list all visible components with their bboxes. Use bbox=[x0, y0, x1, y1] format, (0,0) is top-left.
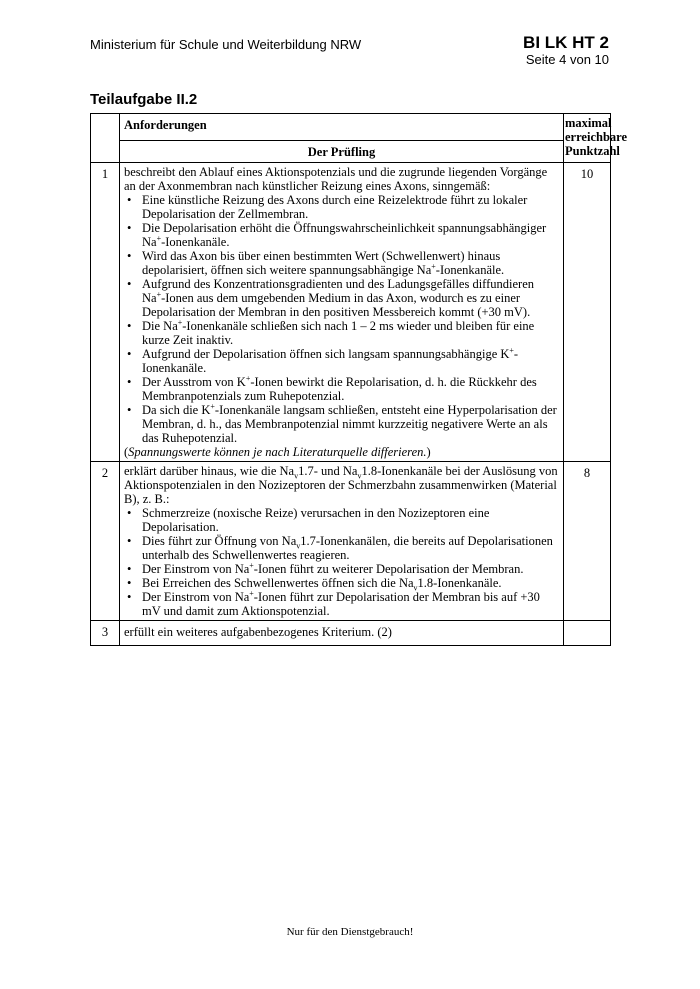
table-subheader-row bbox=[91, 141, 611, 163]
list-item: • Die Na+-Ionenkanäle schließen sich nach 1 – 2 ms wieder und bleiben für eine kurze Zeit inaktiv. bbox=[124, 319, 559, 347]
row-points: 8 bbox=[564, 462, 611, 621]
list-item: • Der Einstrom von Na+-Ionen führt zu weiterer Depolarisation der Membran. bbox=[124, 562, 559, 576]
table-row bbox=[91, 163, 611, 462]
document-code: BI LK HT 2 bbox=[523, 33, 609, 52]
row-content bbox=[120, 621, 564, 646]
row-intro: beschreibt den Ablauf eines Aktionspotenzials und die zugrunde liegenden Vorgänge an der Axonmembran nach künstlicher Reizung eines Axons, sinngemäß: bbox=[124, 165, 548, 193]
requirements-table bbox=[90, 113, 628, 646]
list-item: • Eine künstliche Reizung des Axons durch eine Reizelektrode führt zu lokaler Depolarisation der Zellmembran. bbox=[124, 193, 559, 221]
list-item: • Schmerzreize (noxische Reize) verursachen in den Nozizeptoren eine Depolarisation. bbox=[124, 506, 559, 534]
row-intro: erklärt darüber hinaus, wie die $Na_v1.7-$ und $Na_v1.8$-Ionenkanäle bei der Auslösung von Aktionspotenzialen in den Nozizeptoren der Schmerzbahn zusammenwirken (Material B), z. B.: bbox=[124, 464, 558, 506]
list-item: • Aufgrund der Depolarisation öffnen sich langsam spannungsabhängige K+-Ionenkanäle. bbox=[124, 347, 559, 375]
row-intro: erfüllt ein weiteres aufgabenbezogenes Kriterium. (2) bbox=[124, 625, 392, 639]
header-requirements: Anforderungen bbox=[120, 114, 564, 141]
header-max-points: maximal erreichbare Punktzahl bbox=[564, 114, 611, 163]
bullet-list bbox=[124, 193, 559, 445]
header-empty-cell bbox=[91, 114, 120, 163]
list-item: • Die Depolarisation erhöht die Öffnungswahrscheinlichkeit spannungsabhängiger Na+-Ionenkanäle. bbox=[124, 221, 559, 249]
row-note: (Spannungswerte können je nach Literaturquelle differieren.) bbox=[124, 445, 431, 459]
table-row bbox=[91, 621, 611, 646]
row-number: 1 bbox=[91, 163, 120, 462]
list-item: • Dies führt zur Öffnung von $Na_v1.7$-Ionenkanälen, die bereits auf Depolarisationen unterhalb des Schwellenwertes reagieren. bbox=[124, 534, 559, 562]
list-item: • Wird das Axon bis über einen bestimmten Wert (Schwellenwert) hinaus depolarisiert, öffnen sich weitere spannungsabhängige Na+-Ionenkanäle. bbox=[124, 249, 559, 277]
subtask-title: Teilaufgabe II.2 bbox=[90, 91, 198, 108]
list-item: • Bei Erreichen des Schwellenwertes öffnen sich die $Na_v1.8$-Ionenkanäle. bbox=[124, 576, 559, 590]
table-row bbox=[91, 462, 611, 621]
list-item: • Aufgrund des Konzentrationsgradienten und des Ladungsgefälles diffundieren Na+-Ionen aus dem umgebenden Medium in das Axon, wodurch es zu einer Depolarisation der Membran in den positiven Messbereich kommt (+30 mV). bbox=[124, 277, 559, 319]
row-number: 3 bbox=[91, 621, 120, 646]
list-item: • Der Einstrom von Na+-Ionen führt zur Depolarisation der Membran bis auf +30 mV und damit zum Aktionspotenzial. bbox=[124, 590, 559, 618]
list-item: • Da sich die K+-Ionenkanäle langsam schließen, entsteht eine Hyperpolarisation der Membran, d. h., das Membranpotenzial nimmt kurzzeitig negativere Werte an als das Ruhepotenzial. bbox=[124, 403, 559, 445]
row-number: 2 bbox=[91, 462, 120, 621]
row-content bbox=[120, 163, 564, 462]
row-points bbox=[564, 621, 611, 646]
bullet-list bbox=[124, 506, 559, 618]
list-item: • Der Ausstrom von K+-Ionen bewirkt die Repolarisation, d. h. die Rückkehr des Membranpotenzials zum Ruhepotenzial. bbox=[124, 375, 559, 403]
row-content bbox=[120, 462, 564, 621]
footer-notice: Nur für den Dienstgebrauch! bbox=[286, 926, 414, 938]
row-points: 10 bbox=[564, 163, 611, 462]
table-header-row bbox=[91, 114, 611, 141]
header-ministry: Ministerium für Schule und Weiterbildung NRW bbox=[90, 37, 362, 52]
header-candidate: Der Prüfling bbox=[120, 141, 564, 163]
page-number: Seite 4 von 10 bbox=[525, 52, 609, 67]
